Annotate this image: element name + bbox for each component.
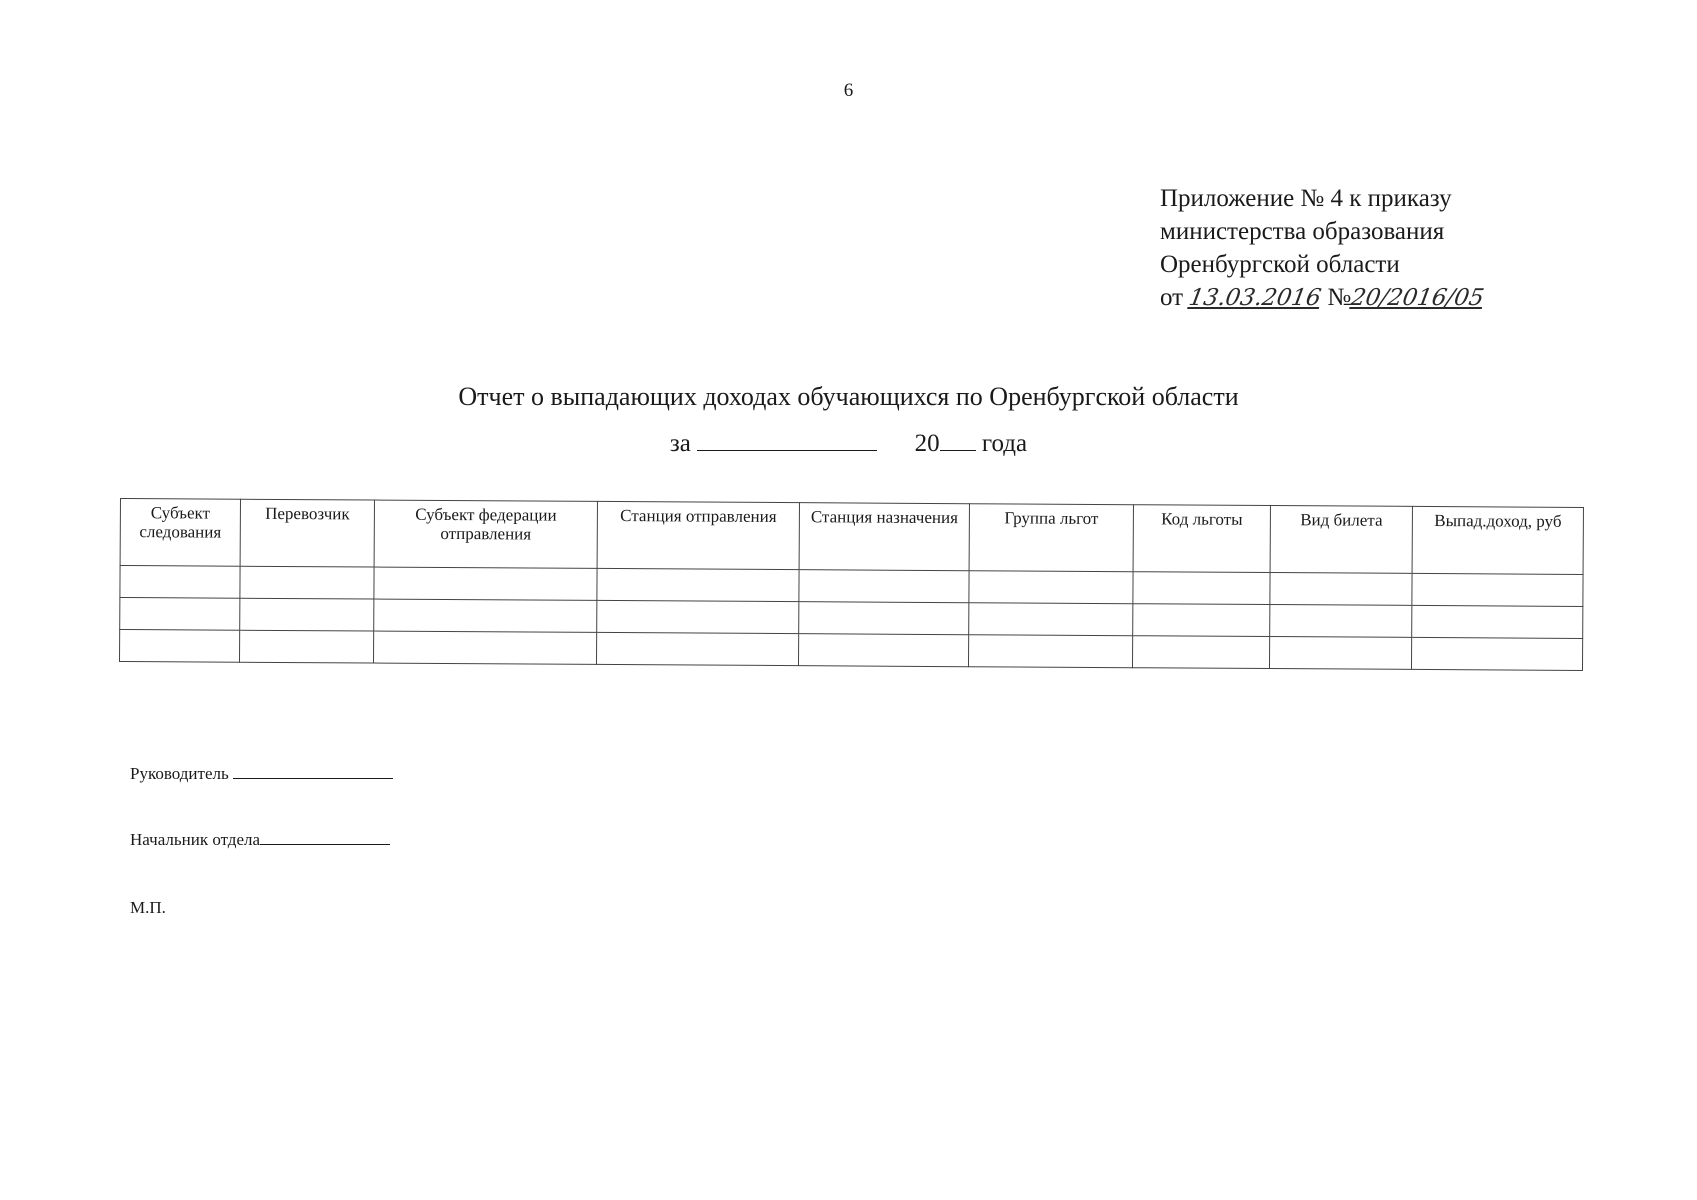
header-benefit-code: Код льготы [1133,505,1270,573]
table-cell [1270,573,1412,606]
head-label: Руководитель [130,764,229,783]
table-cell [1412,605,1583,638]
table-cell [799,570,969,603]
table-cell [120,566,240,599]
head-signature [130,764,393,784]
header-carrier: Перевозчик [240,499,374,567]
period-blank [697,428,877,451]
table-cell [1411,637,1582,670]
header-ticket-type: Вид билета [1270,506,1412,574]
year-blank [940,428,976,451]
header-subject: Субъект следования [120,499,240,567]
header-benefit-group: Группа льгот [969,504,1133,572]
stamp-placeholder: М.П. [130,898,166,917]
table-cell [1269,637,1411,670]
table-header-row [120,499,1583,575]
table-cell [799,602,969,635]
head-signature-blank [233,764,393,779]
table-cell [1270,605,1412,638]
appendix-line-1: Приложение № 4 к приказу [1160,185,1452,212]
table-cell [120,630,240,663]
table-cell [1133,604,1270,637]
handwritten-number: 20/2016/05 [1348,285,1487,311]
report-period [0,428,1697,458]
appendix-date-line [1160,281,1487,315]
department-head-signature-blank [260,830,390,845]
table-cell [969,603,1133,636]
table-cell [968,635,1132,668]
report-title: Отчет о выпадающих доходах обучающихся по Оренбургской области [458,382,1239,411]
report-table [119,498,1584,671]
period-suffix: года [981,430,1028,457]
page-number: 6 [843,80,854,101]
table-cell [239,630,373,663]
table-cell [120,598,240,631]
header-lost-income: Выпад.доход, руб [1412,506,1583,574]
table-cell [374,567,597,600]
table-cell [1412,573,1583,606]
table-cell [240,598,374,631]
year-prefix: 20 [914,430,940,457]
header-destination-station: Станция назначения [799,503,969,571]
table-cell [597,600,799,633]
table-cell [1133,572,1270,605]
table-cell [240,566,374,599]
department-head-signature [130,830,390,850]
number-prefix: № [1327,284,1352,311]
table-cell [374,599,597,632]
appendix-line-2: министерства образования [1160,218,1445,245]
table-cell [1132,636,1269,669]
header-federation-subject: Субъект федерации отправления [374,500,597,568]
table-cell [969,571,1133,604]
table-cell [798,634,968,667]
date-prefix: от [1160,284,1184,311]
header-departure-station: Станция отправления [597,501,799,569]
table-cell [597,568,799,601]
department-head-label: Начальник отдела [130,830,261,849]
table-cell [373,631,596,664]
table-cell [596,632,798,665]
handwritten-date: 13.03.2016 [1187,285,1324,311]
appendix-block [1160,182,1487,315]
period-prefix: за [669,430,691,457]
appendix-line-3: Оренбургской области [1160,251,1400,278]
